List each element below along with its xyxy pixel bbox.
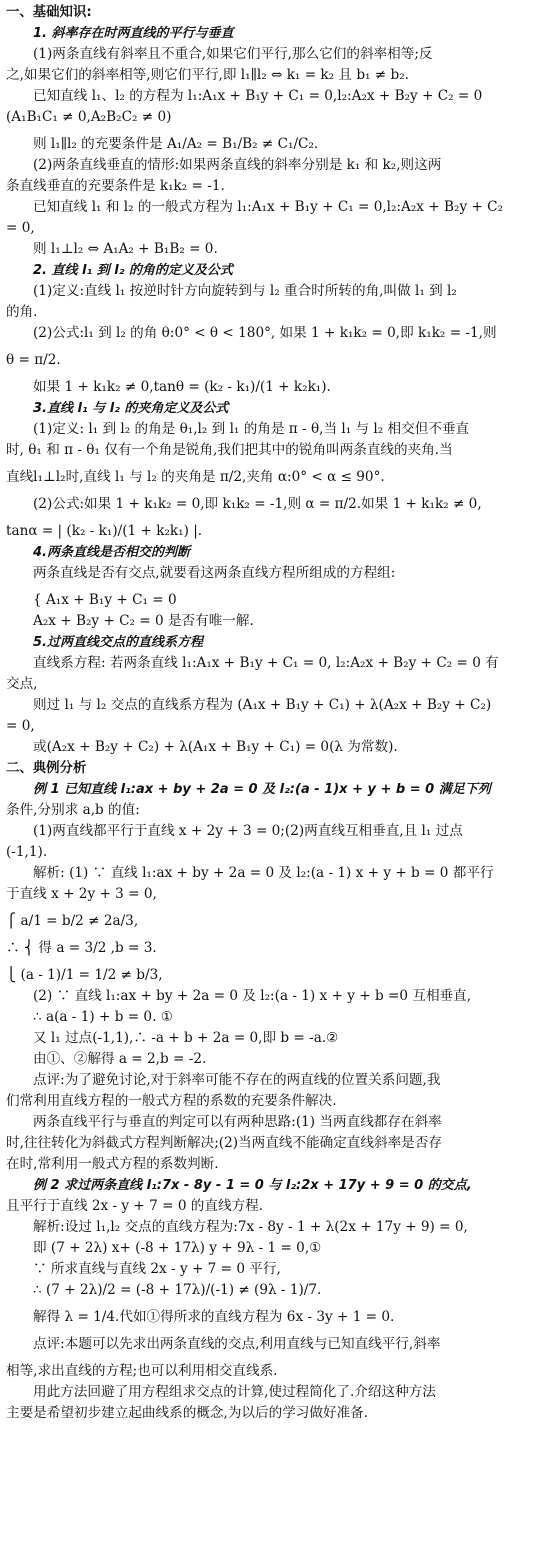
- text-line: 条件,分别求 a,b 的值:: [6, 802, 140, 818]
- text-line: (2)公式:l₁ 到 l₂ 的角 θ:0° < θ < 180°, 如果 1 + k₁k₂ = 0,即 k₁k₂ = -1,则: [33, 325, 497, 341]
- text-line: 则 l₁∥l₂ 的充要条件是 A₁/A₂ = B₁/B₂ ≠ C₁/C₂.: [33, 136, 319, 152]
- text-line: (1)两条直线有斜率且不重合,如果它们平行,那么它们的斜率相等;反: [33, 46, 433, 62]
- text-line: 1. 斜率存在时两直线的平行与垂直: [33, 26, 234, 41]
- text-line: = 0,: [6, 220, 35, 236]
- text-line: 或(A₂x + B₂y + C₂) + λ(A₁x + B₁y + C₁) = 0(λ 为常数).: [33, 739, 398, 755]
- text-line: 在时,常利用一般式方程的系数判断.: [6, 1156, 219, 1172]
- text-line: 即 (7 + 2λ) x+ (-8 + 17λ) y + 9λ - 1 = 0,①: [33, 1240, 322, 1256]
- text-line: 们常利用直线方程的一般式方程的系数的充要条件解决.: [6, 1093, 337, 1109]
- text-line: ∴ a(a - 1) + b = 0. ①: [33, 1009, 173, 1025]
- text-line: 的角.: [6, 304, 38, 320]
- text-line: 用此方法回避了用方程组求交点的计算,使过程简化了.介绍这种方法: [33, 1384, 436, 1400]
- text-line: ∴ ⎨ 得 a = 3/2 ,b = 3.: [6, 940, 157, 956]
- text-line: 则过 l₁ 与 l₂ 交点的直线系方程为 (A₁x + B₁y + C₁) + λ(A₂x + B₂y + C₂): [33, 697, 492, 713]
- text-line: 点评:本题可以先求出两条直线的交点,利用直线与已知直线平行,斜率: [33, 1336, 441, 1352]
- text-line: (1)两直线都平行于直线 x + 2y + 3 = 0;(2)两直线互相垂直,且 l₁ 过点: [33, 823, 463, 839]
- text-line: 交点,: [6, 676, 38, 692]
- text-line: 二、典例分析: [6, 761, 87, 776]
- text-line: 已知直线 l₁、l₂ 的方程为 l₁:A₁x + B₁y + C₁ = 0,l₂:A₂x + B₂y + C₂ = 0: [33, 88, 483, 104]
- text-line: 于直线 x + 2y + 3 = 0,: [6, 886, 157, 902]
- text-line: 则 l₁⊥l₂ ⇔ A₁A₂ + B₁B₂ = 0.: [33, 241, 218, 257]
- text-line: 直线系方程: 若两条直线 l₁:A₁x + B₁y + C₁ = 0, l₂:A₂x + B₂y + C₂ = 0 有: [33, 655, 499, 671]
- text-line: 解得 λ = 1/4.代如①得所求的直线方程为 6x - 3y + 1 = 0.: [33, 1309, 395, 1325]
- text-line: 4.两条直线是否相交的判断: [33, 545, 190, 560]
- text-line: ⎩ (a - 1)/1 = 1/2 ≠ b/3,: [6, 967, 163, 983]
- text-line: 两条直线平行与垂直的判定可以有两种思路:(1) 当两直线都存在斜率: [33, 1114, 442, 1130]
- text-line: 条直线垂直的充要条件是 k₁k₂ = -1.: [6, 178, 225, 194]
- text-line: (A₁B₁C₁ ≠ 0,A₂B₂C₂ ≠ 0): [6, 109, 172, 125]
- text-line: 解析: (1) ∵ 直线 l₁:ax + by + 2a = 0 及 l₂:(a - 1) x + y + b = 0 都平行: [33, 865, 494, 881]
- text-line: (2)两条直线垂直的情形:如果两条直线的斜率分别是 k₁ 和 k₂,则这两: [33, 157, 442, 173]
- text-line: tanα = | (k₂ - k₁)/(1 + k₂k₁) |.: [6, 523, 203, 539]
- text-line: θ = π/2.: [6, 352, 61, 368]
- text-line: 已知直线 l₁ 和 l₂ 的一般式方程为 l₁:A₁x + B₁y + C₁ = 0,l₂:A₂x + B₂y + C₂: [33, 199, 504, 215]
- text-line: (2) ∵ 直线 l₁:ax + by + 2a = 0 及 l₂:(a - 1) x + y + b =0 互相垂直,: [33, 988, 472, 1004]
- text-line: 直线l₁⊥l₂时,直线 l₁ 与 l₂ 的夹角是 π/2,夹角 α:0° < α ≤ 90°.: [6, 469, 385, 485]
- text-line: ∴ (7 + 2λ)/2 = (-8 + 17λ)/(-1) ≠ (9λ - 1)/7.: [33, 1282, 322, 1298]
- text-line: 3.直线 l₁ 与 l₂ 的夹角定义及公式: [33, 401, 229, 416]
- text-line: 解析:设过 l₁,l₂ 交点的直线方程为:7x - 8y - 1 + λ(2x + 17y + 9) = 0,: [33, 1219, 468, 1235]
- document-page: [6, 2, 544, 1424]
- text-line: (1)定义: l₁ 到 l₂ 的角是 θ₁,l₂ 到 l₁ 的角是 π - θ,当 l₁ 与 l₂ 相交但不垂直: [33, 421, 470, 437]
- text-line: ∵ 所求直线与直线 2x - y + 7 = 0 平行,: [33, 1261, 281, 1277]
- text-line: ⎧ a/1 = b/2 ≠ 2a/3,: [6, 913, 139, 929]
- text-line: 之,如果它们的斜率相等,则它们平行,即 l₁∥l₂ ⇔ k₁ = k₂ 且 b₁ ≠ b₂.: [6, 67, 409, 83]
- text-line: 点评:为了避免讨论,对于斜率可能不存在的两直线的位置关系问题,我: [33, 1072, 441, 1088]
- text-line: 例 1 已知直线 l₁:ax + by + 2a = 0 及 l₂:(a - 1)x + y + b = 0 满足下列: [33, 782, 491, 797]
- text-line: 且平行于直线 2x - y + 7 = 0 的直线方程.: [6, 1198, 264, 1214]
- text-line: 主要是希望初步建立起曲线系的概念,为以后的学习做好准备.: [6, 1405, 369, 1421]
- text-line: 由①、②解得 a = 2,b = -2.: [33, 1051, 207, 1067]
- text-line: 两条直线是否有交点,就要看这两条直线方程所组成的方程组:: [33, 565, 396, 581]
- text-line: 2. 直线 l₁ 到 l₂ 的角的定义及公式: [33, 263, 233, 278]
- text-line: (-1,1).: [6, 844, 48, 860]
- text-line: (2)公式:如果 1 + k₁k₂ = 0,即 k₁k₂ = -1,则 α = π/2.如果 1 + k₁k₂ ≠ 0,: [33, 496, 482, 512]
- text-line: 5.过两直线交点的直线系方程: [33, 635, 203, 650]
- text-line: 如果 1 + k₁k₂ ≠ 0,tanθ = (k₂ - k₁)/(1 + k₂k₁).: [33, 379, 331, 395]
- text-line: { A₁x + B₁y + C₁ = 0: [33, 592, 177, 608]
- text-line: 例 2 求过两条直线 l₁:7x - 8y - 1 = 0 与 l₂:2x + 17y + 9 = 0 的交点,: [33, 1178, 472, 1193]
- text-line: = 0,: [6, 718, 35, 734]
- text-line: 相等,求出直线的方程;也可以利用相交直线系.: [6, 1363, 278, 1379]
- text-line: (1)定义:直线 l₁ 按逆时针方向旋转到与 l₂ 重合时所转的角,叫做 l₁ 到 l₂: [33, 283, 457, 299]
- text-line: 一、基础知识:: [6, 5, 92, 20]
- text-line: 又 l₁ 过点(-1,1),∴ -a + b + 2a = 0,即 b = -a.②: [33, 1030, 339, 1046]
- text-line: A₂x + B₂y + C₂ = 0 是否有唯一解.: [33, 613, 254, 629]
- text-line: 时, θ₁ 和 π - θ₁ 仅有一个角是锐角,我们把其中的锐角叫两条直线的夹角.当: [6, 442, 453, 458]
- text-line: 时,往往转化为斜截式方程判断解决;(2)当两直线不能确定直线斜率是否存: [6, 1135, 442, 1151]
